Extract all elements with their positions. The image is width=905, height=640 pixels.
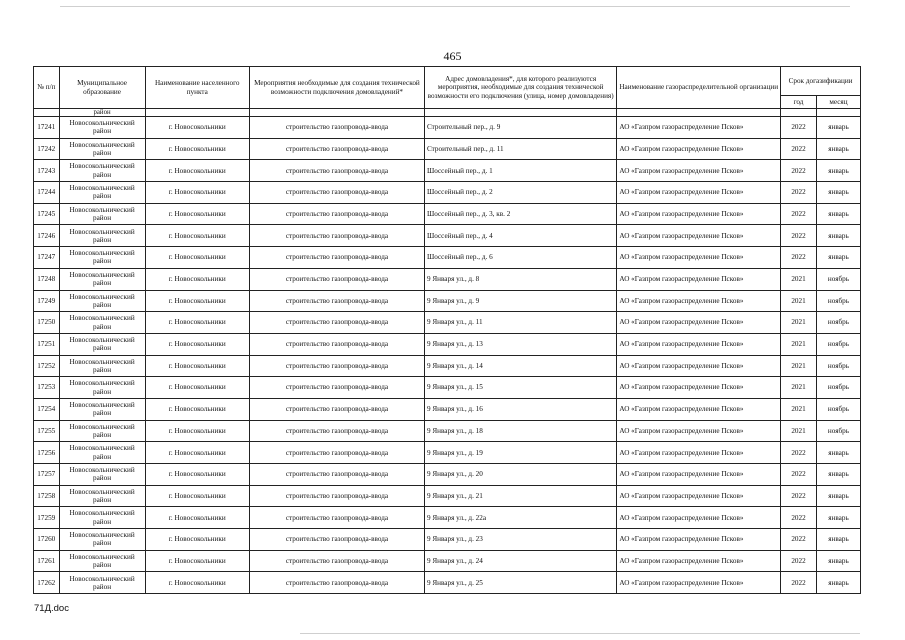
carry-action <box>249 109 424 117</box>
cell-municipality: Новосокольнический район <box>59 420 145 442</box>
cell-year: 2021 <box>781 333 817 355</box>
cell-month: январь <box>816 485 860 507</box>
cell-action: строительство газопровода-ввода <box>249 333 424 355</box>
table-row <box>34 485 861 507</box>
cell-municipality: Новосокольнический район <box>59 442 145 464</box>
cell-year: 2021 <box>781 377 817 399</box>
cell-organization: АО «Газпром газораспределение Псков» <box>617 442 781 464</box>
cell-municipality: Новосокольнический район <box>59 160 145 182</box>
cell-address: 9 Января ул., д. 24 <box>424 550 616 572</box>
carry-municipality: район <box>59 109 145 117</box>
carry-address <box>424 109 616 117</box>
cell-organization: АО «Газпром газораспределение Псков» <box>617 377 781 399</box>
cell-address: Шоссейный пер., д. 4 <box>424 225 616 247</box>
table-row <box>34 290 861 312</box>
cell-month: январь <box>816 203 860 225</box>
cell-municipality: Новосокольнический район <box>59 507 145 529</box>
cell-action: строительство газопровода-ввода <box>249 247 424 269</box>
cell-address: Строительный пер., д. 11 <box>424 138 616 160</box>
cell-address: 9 Января ул., д. 15 <box>424 377 616 399</box>
cell-address: Шоссейный пер., д. 6 <box>424 247 616 269</box>
cell-action: строительство газопровода-ввода <box>249 420 424 442</box>
cell-year: 2022 <box>781 442 817 464</box>
cell-num: 17256 <box>34 442 60 464</box>
cell-year: 2021 <box>781 355 817 377</box>
cell-year: 2021 <box>781 420 817 442</box>
header-month: месяц <box>816 96 860 109</box>
cell-month: ноябрь <box>816 333 860 355</box>
cell-address: 9 Января ул., д. 9 <box>424 290 616 312</box>
cell-municipality: Новосокольнический район <box>59 225 145 247</box>
cell-year: 2022 <box>781 203 817 225</box>
cell-organization: АО «Газпром газораспределение Псков» <box>617 398 781 420</box>
table-row <box>34 572 861 594</box>
cell-month: ноябрь <box>816 377 860 399</box>
scan-artifact-bottom <box>300 633 860 634</box>
cell-address: 9 Января ул., д. 14 <box>424 355 616 377</box>
cell-month: январь <box>816 529 860 551</box>
table-row <box>34 464 861 486</box>
cell-organization: АО «Газпром газораспределение Псков» <box>617 529 781 551</box>
header-actions: Мероприятия необходимые для создания технической возможности подключения домовладений* <box>249 67 424 109</box>
header-row <box>34 67 861 96</box>
cell-action: строительство газопровода-ввода <box>249 550 424 572</box>
carry-year <box>781 109 817 117</box>
cell-organization: АО «Газпром газораспределение Псков» <box>617 464 781 486</box>
table-row <box>34 420 861 442</box>
cell-address: Шоссейный пер., д. 1 <box>424 160 616 182</box>
cell-action: строительство газопровода-ввода <box>249 485 424 507</box>
cell-locality: г. Новосокольники <box>145 420 249 442</box>
cell-month: январь <box>816 160 860 182</box>
cell-month: ноябрь <box>816 312 860 334</box>
table-row <box>34 182 861 204</box>
cell-address: 9 Января ул., д. 21 <box>424 485 616 507</box>
cell-month: ноябрь <box>816 398 860 420</box>
cell-organization: АО «Газпром газораспределение Псков» <box>617 138 781 160</box>
table-row <box>34 225 861 247</box>
cell-year: 2022 <box>781 464 817 486</box>
cell-municipality: Новосокольнический район <box>59 398 145 420</box>
cell-action: строительство газопровода-ввода <box>249 160 424 182</box>
cell-year: 2022 <box>781 117 817 139</box>
cell-month: январь <box>816 572 860 594</box>
cell-locality: г. Новосокольники <box>145 355 249 377</box>
table-row <box>34 138 861 160</box>
cell-num: 17253 <box>34 377 60 399</box>
cell-action: строительство газопровода-ввода <box>249 355 424 377</box>
cell-address: 9 Января ул., д. 20 <box>424 464 616 486</box>
cell-municipality: Новосокольнический район <box>59 182 145 204</box>
cell-num: 17259 <box>34 507 60 529</box>
cell-organization: АО «Газпром газораспределение Псков» <box>617 182 781 204</box>
cell-municipality: Новосокольнический район <box>59 247 145 269</box>
cell-num: 17244 <box>34 182 60 204</box>
cell-organization: АО «Газпром газораспределение Псков» <box>617 485 781 507</box>
cell-organization: АО «Газпром газораспределение Псков» <box>617 247 781 269</box>
cell-address: Шоссейный пер., д. 3, кв. 2 <box>424 203 616 225</box>
cell-locality: г. Новосокольники <box>145 160 249 182</box>
cell-num: 17246 <box>34 225 60 247</box>
cell-month: январь <box>816 225 860 247</box>
cell-action: строительство газопровода-ввода <box>249 572 424 594</box>
cell-num: 17258 <box>34 485 60 507</box>
table-row <box>34 247 861 269</box>
document-filename: 71Д.doc <box>34 603 69 614</box>
cell-num: 17242 <box>34 138 60 160</box>
cell-month: январь <box>816 442 860 464</box>
cell-num: 17255 <box>34 420 60 442</box>
table-row <box>34 507 861 529</box>
table-row <box>34 268 861 290</box>
cell-action: строительство газопровода-ввода <box>249 138 424 160</box>
cell-locality: г. Новосокольники <box>145 247 249 269</box>
cell-action: строительство газопровода-ввода <box>249 464 424 486</box>
header-organization: Наименование газораспределительной организации <box>617 67 781 109</box>
cell-address: 9 Января ул., д. 11 <box>424 312 616 334</box>
cell-action: строительство газопровода-ввода <box>249 268 424 290</box>
cell-municipality: Новосокольнический район <box>59 485 145 507</box>
cell-locality: г. Новосокольники <box>145 182 249 204</box>
cell-locality: г. Новосокольники <box>145 485 249 507</box>
cell-organization: АО «Газпром газораспределение Псков» <box>617 117 781 139</box>
carry-over-row <box>34 109 861 117</box>
cell-action: строительство газопровода-ввода <box>249 442 424 464</box>
cell-year: 2022 <box>781 160 817 182</box>
cell-municipality: Новосокольнический район <box>59 355 145 377</box>
cell-year: 2021 <box>781 312 817 334</box>
cell-num: 17245 <box>34 203 60 225</box>
cell-organization: АО «Газпром газораспределение Псков» <box>617 268 781 290</box>
cell-address: 9 Января ул., д. 19 <box>424 442 616 464</box>
cell-num: 17262 <box>34 572 60 594</box>
cell-num: 17249 <box>34 290 60 312</box>
cell-municipality: Новосокольнический район <box>59 333 145 355</box>
cell-address: 9 Января ул., д. 8 <box>424 268 616 290</box>
cell-year: 2022 <box>781 572 817 594</box>
cell-year: 2022 <box>781 507 817 529</box>
cell-action: строительство газопровода-ввода <box>249 182 424 204</box>
scan-artifact-top <box>60 6 850 7</box>
table-row <box>34 117 861 139</box>
carry-num <box>34 109 60 117</box>
table-row <box>34 529 861 551</box>
cell-locality: г. Новосокольники <box>145 312 249 334</box>
cell-action: строительство газопровода-ввода <box>249 377 424 399</box>
cell-locality: г. Новосокольники <box>145 507 249 529</box>
carry-locality <box>145 109 249 117</box>
cell-year: 2022 <box>781 138 817 160</box>
cell-organization: АО «Газпром газораспределение Псков» <box>617 203 781 225</box>
cell-municipality: Новосокольнический район <box>59 138 145 160</box>
cell-municipality: Новосокольнический район <box>59 268 145 290</box>
cell-year: 2022 <box>781 529 817 551</box>
cell-month: ноябрь <box>816 290 860 312</box>
cell-municipality: Новосокольнический район <box>59 290 145 312</box>
cell-locality: г. Новосокольники <box>145 398 249 420</box>
cell-action: строительство газопровода-ввода <box>249 290 424 312</box>
cell-address: Шоссейный пер., д. 2 <box>424 182 616 204</box>
cell-num: 17260 <box>34 529 60 551</box>
cell-address: 9 Января ул., д. 18 <box>424 420 616 442</box>
cell-locality: г. Новосокольники <box>145 268 249 290</box>
header-address: Адрес домовладения*, для которого реализуются мероприятия, необходимые для создания технической возможности его подключения (улица, номер домовладения) <box>424 67 616 109</box>
table-row <box>34 550 861 572</box>
cell-month: январь <box>816 117 860 139</box>
cell-year: 2022 <box>781 485 817 507</box>
cell-action: строительство газопровода-ввода <box>249 398 424 420</box>
cell-month: январь <box>816 182 860 204</box>
cell-action: строительство газопровода-ввода <box>249 507 424 529</box>
cell-organization: АО «Газпром газораспределение Псков» <box>617 355 781 377</box>
table-row <box>34 160 861 182</box>
cell-action: строительство газопровода-ввода <box>249 117 424 139</box>
table-row <box>34 377 861 399</box>
cell-num: 17247 <box>34 247 60 269</box>
cell-organization: АО «Газпром газораспределение Псков» <box>617 225 781 247</box>
cell-locality: г. Новосокольники <box>145 117 249 139</box>
cell-month: ноябрь <box>816 268 860 290</box>
cell-locality: г. Новосокольники <box>145 138 249 160</box>
cell-locality: г. Новосокольники <box>145 464 249 486</box>
cell-month: ноябрь <box>816 355 860 377</box>
cell-locality: г. Новосокольники <box>145 572 249 594</box>
cell-organization: АО «Газпром газораспределение Псков» <box>617 333 781 355</box>
cell-num: 17241 <box>34 117 60 139</box>
cell-municipality: Новосокольнический район <box>59 464 145 486</box>
cell-action: строительство газопровода-ввода <box>249 225 424 247</box>
cell-locality: г. Новосокольники <box>145 290 249 312</box>
cell-locality: г. Новосокольники <box>145 203 249 225</box>
cell-organization: АО «Газпром газораспределение Псков» <box>617 550 781 572</box>
cell-municipality: Новосокольнический район <box>59 203 145 225</box>
gasification-table <box>33 66 861 594</box>
cell-locality: г. Новосокольники <box>145 529 249 551</box>
cell-month: январь <box>816 464 860 486</box>
page-number: 465 <box>443 49 462 63</box>
cell-organization: АО «Газпром газораспределение Псков» <box>617 507 781 529</box>
cell-num: 17251 <box>34 333 60 355</box>
cell-organization: АО «Газпром газораспределение Псков» <box>617 290 781 312</box>
cell-action: строительство газопровода-ввода <box>249 203 424 225</box>
cell-locality: г. Новосокольники <box>145 442 249 464</box>
table-row <box>34 203 861 225</box>
cell-num: 17250 <box>34 312 60 334</box>
header-year: год <box>781 96 817 109</box>
cell-year: 2021 <box>781 398 817 420</box>
cell-organization: АО «Газпром газораспределение Псков» <box>617 572 781 594</box>
table-row <box>34 442 861 464</box>
carry-org <box>617 109 781 117</box>
cell-action: строительство газопровода-ввода <box>249 529 424 551</box>
cell-organization: АО «Газпром газораспределение Псков» <box>617 312 781 334</box>
cell-municipality: Новосокольнический район <box>59 572 145 594</box>
cell-address: 9 Января ул., д. 23 <box>424 529 616 551</box>
cell-organization: АО «Газпром газораспределение Псков» <box>617 420 781 442</box>
cell-year: 2021 <box>781 290 817 312</box>
cell-locality: г. Новосокольники <box>145 333 249 355</box>
header-deadline: Срок догазификации <box>781 67 861 96</box>
table-row <box>34 398 861 420</box>
header-locality: Наименование населенного пункта <box>145 67 249 109</box>
header-num: № п/п <box>34 67 60 109</box>
cell-action: строительство газопровода-ввода <box>249 312 424 334</box>
table-row <box>34 312 861 334</box>
cell-num: 17252 <box>34 355 60 377</box>
cell-locality: г. Новосокольники <box>145 225 249 247</box>
cell-municipality: Новосокольнический район <box>59 377 145 399</box>
cell-num: 17261 <box>34 550 60 572</box>
table-row <box>34 355 861 377</box>
cell-num: 17257 <box>34 464 60 486</box>
cell-municipality: Новосокольнический район <box>59 312 145 334</box>
cell-organization: АО «Газпром газораспределение Псков» <box>617 160 781 182</box>
cell-municipality: Новосокольнический район <box>59 529 145 551</box>
carry-month <box>816 109 860 117</box>
cell-month: январь <box>816 507 860 529</box>
cell-month: январь <box>816 138 860 160</box>
cell-month: ноябрь <box>816 420 860 442</box>
table-row <box>34 333 861 355</box>
cell-municipality: Новосокольнический район <box>59 550 145 572</box>
cell-address: 9 Января ул., д. 13 <box>424 333 616 355</box>
cell-year: 2022 <box>781 182 817 204</box>
cell-locality: г. Новосокольники <box>145 377 249 399</box>
cell-year: 2022 <box>781 225 817 247</box>
cell-year: 2022 <box>781 247 817 269</box>
cell-num: 17243 <box>34 160 60 182</box>
cell-year: 2021 <box>781 268 817 290</box>
header-municipality: Муниципальное образование <box>59 67 145 109</box>
cell-month: январь <box>816 550 860 572</box>
cell-locality: г. Новосокольники <box>145 550 249 572</box>
cell-address: 9 Января ул., д. 25 <box>424 572 616 594</box>
cell-address: 9 Января ул., д. 16 <box>424 398 616 420</box>
cell-num: 17248 <box>34 268 60 290</box>
cell-year: 2022 <box>781 550 817 572</box>
cell-address: 9 Января ул., д. 22а <box>424 507 616 529</box>
cell-month: январь <box>816 247 860 269</box>
cell-municipality: Новосокольнический район <box>59 117 145 139</box>
cell-address: Строительный пер., д. 9 <box>424 117 616 139</box>
cell-num: 17254 <box>34 398 60 420</box>
